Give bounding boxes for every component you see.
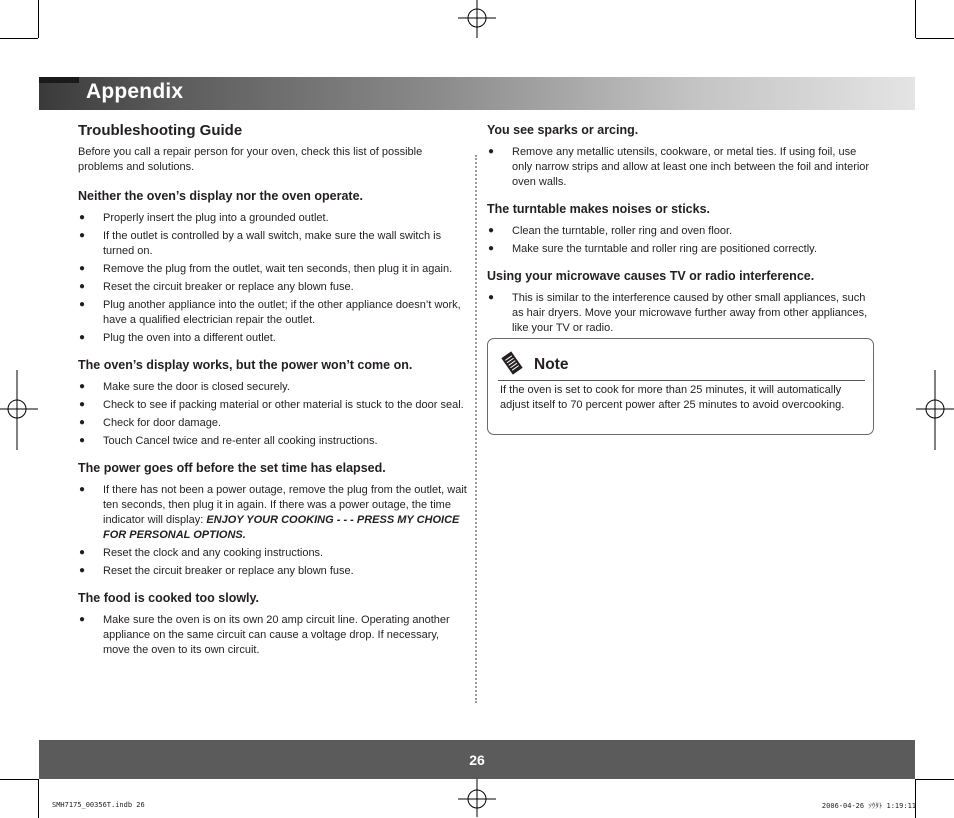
list-item: ● Check for door damage. [79,417,222,429]
crop-mark [915,779,916,818]
bullet-icon: ● [79,399,86,410]
problem-heading: Neither the oven’s display nor the oven operate. [78,189,364,203]
crop-mark [916,779,954,780]
note-pad-icon [500,351,524,375]
intro-text: Before you call a repair person for your oven, check this list of possible problems and solutions. [78,146,423,173]
list-item: ● Reset the circuit breaker or replace any blown fuse. [79,565,354,577]
list-item: ● Remove the plug from the outlet, wait ten seconds, then plug it in again. [79,263,453,275]
solution-list [78,613,468,658]
print-slug-file: SMH7175_00356T.indb 26 [52,801,145,809]
list-item: ● If the outlet is controlled by a wall switch, make sure the wall switch is turned on. [79,230,442,257]
list-item: ● Clean the turntable, roller ring and oven floor. [488,225,733,237]
header-tab [39,77,79,83]
note-box [487,338,874,435]
bullet-icon: ● [79,565,86,576]
list-item: ● Reset the clock and any cooking instructions. [79,547,324,559]
bullet-icon: ● [79,614,86,625]
list-item: ● Plug another appliance into the outlet; if the other appliance doesn’t work, have a qualified electrician repair the outlet. [79,299,461,326]
problem-heading: Using your microwave causes TV or radio interference. [487,269,815,283]
crop-mark [38,779,39,818]
bullet-icon: ● [79,547,86,558]
print-slug-timestamp: 2006-04-26 ｿｳﾀﾄ 1:19:11 [821,802,916,810]
solution-list [487,224,879,257]
crop-mark [916,38,954,39]
bullet-icon: ● [79,281,86,292]
bullet-icon: ● [79,484,86,495]
bullet-icon: ● [79,263,86,274]
registration-mark-icon [458,0,496,38]
page-number: 26 [469,752,485,768]
right-column [487,123,879,348]
display-message: ENJOY YOUR COOKING - - - PRESS MY CHOICE FOR PERSONAL OPTIONS. [103,514,460,541]
bullet-icon: ● [79,332,86,343]
list-item: ● Plug the oven into a different outlet. [79,332,276,344]
bullet-icon: ● [488,243,495,254]
bullet-icon: ● [79,435,86,446]
list-item: ● If there has not been a power outage, remove the plug from the outlet, wait ten seconds, then plug it in again. If there was a power outage, the time indicator will display: ENJOY YOUR COOKING - - - PRESS MY CHOICE FOR PERSONAL OPTIONS. [79,484,467,541]
list-item: ● Make sure the door is closed securely. [79,381,290,393]
registration-mark-icon [0,370,38,450]
footer-bar [39,740,915,779]
column-divider [475,155,477,703]
bullet-icon: ● [79,417,86,428]
solution-list [487,145,879,190]
list-item: ● Remove any metallic utensils, cookware, or metal ties. If using foil, use only narrow strips and allow at least one inch between the foil and interior oven walls. [488,146,870,188]
bullet-icon: ● [488,292,495,303]
registration-mark-icon [916,370,954,450]
bullet-icon: ● [79,230,86,241]
note-divider [498,380,865,381]
bullet-icon: ● [488,225,495,236]
list-item: ● Properly insert the plug into a grounded outlet. [79,212,329,224]
list-item: ● Check to see if packing material or other material is stuck to the door seal. [79,399,464,411]
bullet-icon: ● [79,299,86,310]
crop-mark [915,0,916,38]
solution-list [78,380,468,449]
list-item: ● Reset the circuit breaker or replace any blown fuse. [79,281,354,293]
note-text: If the oven is set to cook for more than 25 minutes, it will automatically adjust itself to 70 percent power after 25 minutes to avoid overcooking. [500,384,845,411]
problem-heading: The food is cooked too slowly. [78,591,260,605]
list-item: ● Touch Cancel twice and re-enter all cooking instructions. [79,435,378,447]
bullet-icon: ● [79,381,86,392]
list-item: ● This is similar to the interference caused by other small appliances, such as hair dryers. Move your microwave further away from other appliances, like your TV or radio. [488,292,868,334]
solution-list [487,291,879,336]
bullet-icon: ● [79,212,86,223]
left-column [78,122,468,670]
problem-heading: You see sparks or arcing. [487,123,639,137]
problem-heading: The oven’s display works, but the power won’t come on. [78,358,413,372]
note-title: Note [534,356,569,373]
problem-heading: The power goes off before the set time has elapsed. [78,461,386,475]
solution-list [78,483,468,579]
bullet-icon: ● [488,146,495,157]
crop-mark [0,779,38,780]
section-title: Troubleshooting Guide [78,122,243,139]
crop-mark [0,38,38,39]
registration-mark-icon [458,779,496,817]
page-title: Appendix [86,80,184,103]
crop-mark [38,0,39,38]
list-item: ● Make sure the oven is on its own 20 amp circuit line. Operating another appliance on the same circuit can cause a voltage drop. If necessary, move the oven to its own circuit. [79,614,450,656]
solution-list [78,211,468,346]
list-item: ● Make sure the turntable and roller ring are positioned correctly. [488,243,817,255]
problem-heading: The turntable makes noises or sticks. [487,202,710,216]
